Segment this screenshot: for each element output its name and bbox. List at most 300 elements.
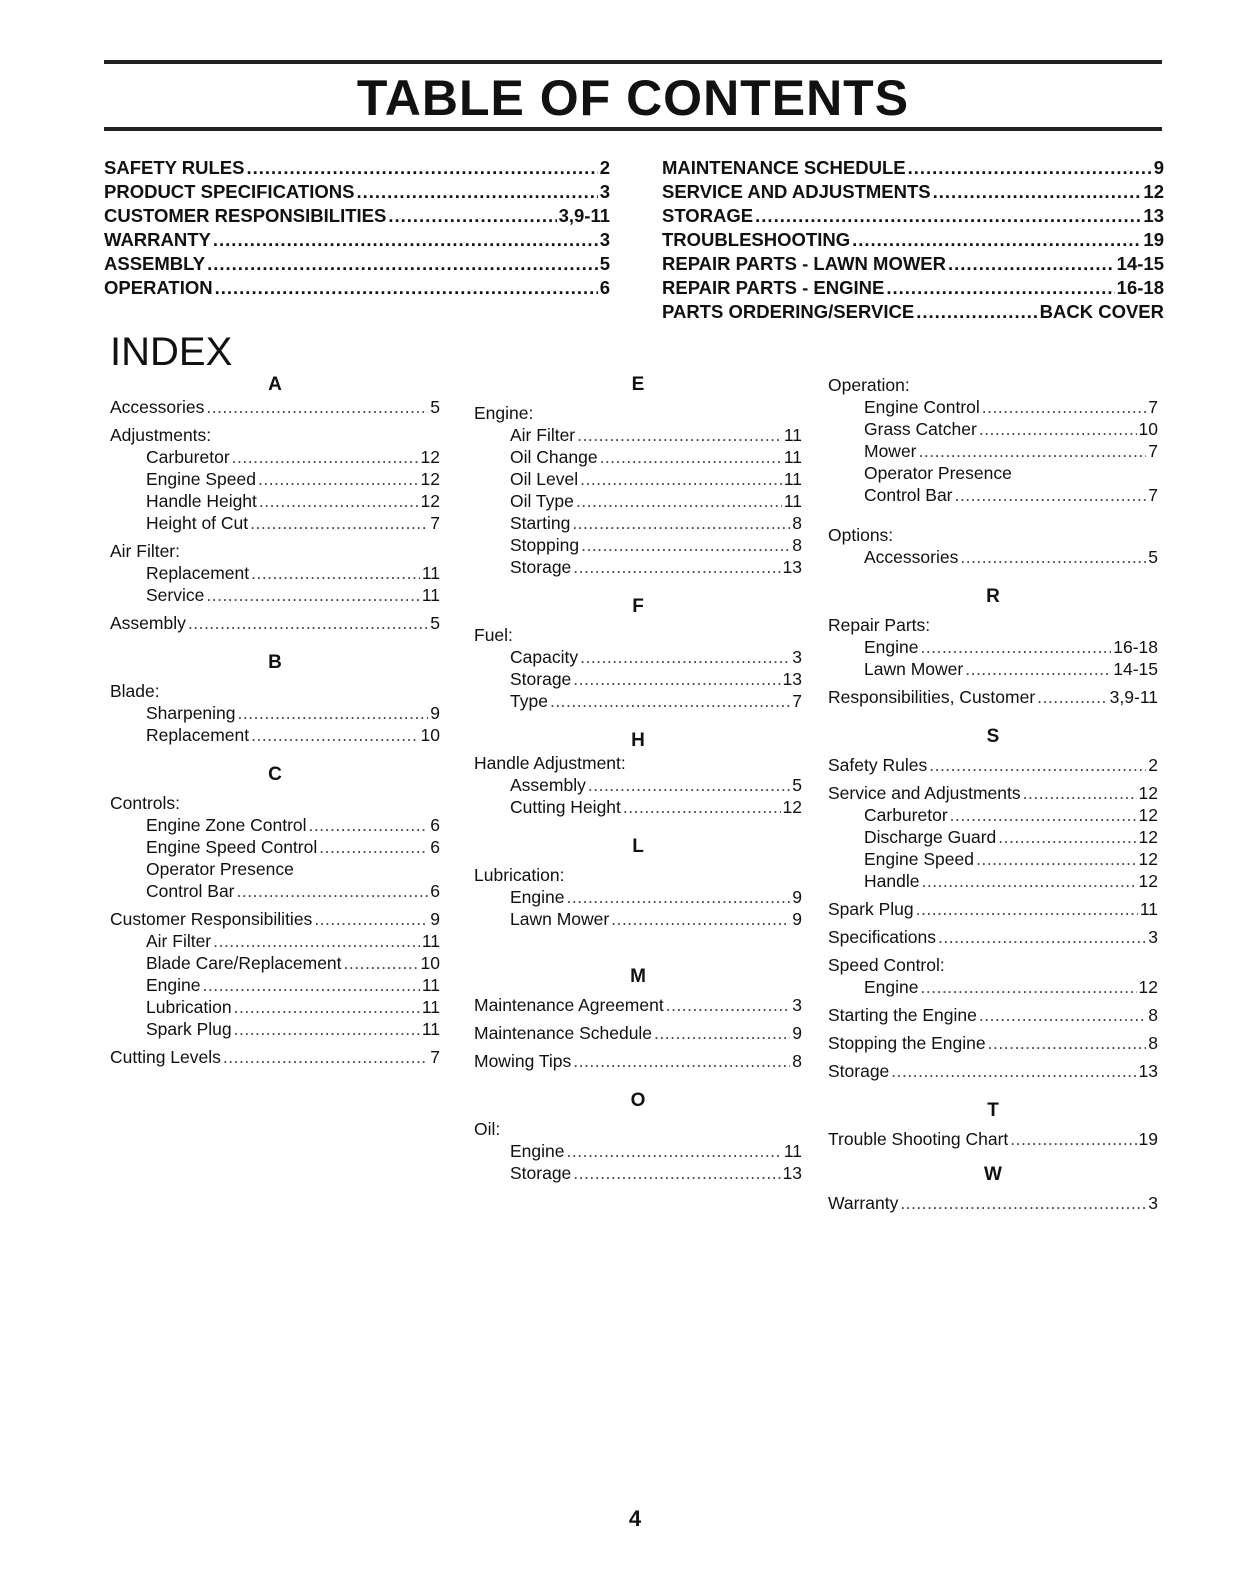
dot-leader (938, 926, 1146, 948)
index-entry (110, 952, 440, 974)
dot-leader (246, 156, 597, 180)
spacer (474, 578, 802, 596)
dot-leader (259, 490, 419, 512)
index-entry (474, 468, 802, 490)
spacer (828, 568, 1158, 586)
index-entry-page: 10 (420, 953, 440, 973)
index-entry (828, 686, 1158, 708)
index-heading: INDEX (110, 330, 233, 374)
index-entry-label: Cutting Levels (110, 1047, 221, 1067)
toc-entry-label: CUSTOMER RESPONSIBILITIES (104, 205, 387, 226)
index-entry (828, 418, 1158, 440)
dot-leader (223, 1046, 428, 1068)
dot-leader (955, 484, 1147, 506)
dot-leader (550, 690, 790, 712)
index-entry-label: Oil Level (510, 469, 579, 489)
index-entry-label: Engine (510, 1141, 565, 1161)
toc-entry-page: 13 (1143, 205, 1164, 226)
dot-leader (982, 396, 1146, 418)
index-entry-page: 5 (430, 613, 440, 633)
toc-entry-page: 5 (599, 253, 610, 274)
toc-entry-label: REPAIR PARTS - LAWN MOWER (662, 253, 946, 274)
index-entry (474, 690, 802, 712)
index-entry (828, 926, 1158, 948)
dot-leader (580, 646, 790, 668)
index-section-letter: C (268, 764, 282, 785)
index-entry-label: Lubrication (146, 997, 232, 1017)
index-entry-label: Spark Plug (146, 1019, 232, 1039)
dot-leader (207, 252, 598, 276)
dot-leader (666, 994, 791, 1016)
dot-leader (238, 702, 429, 724)
dot-leader (250, 512, 428, 534)
dot-leader (232, 446, 419, 468)
dot-leader (1037, 686, 1108, 708)
index-entry-page: 10 (420, 725, 440, 745)
dot-leader (567, 886, 791, 908)
index-entry-label: Stopping (510, 535, 580, 555)
index-entry-label: Carburetor (864, 805, 948, 825)
toc-entry-page: 2 (599, 157, 610, 178)
dot-leader (611, 908, 790, 930)
index-entry-label: Air Filter (146, 931, 212, 951)
index-entry-label: Capacity (510, 647, 579, 667)
index-entry (110, 490, 440, 512)
index-group-label: Options: (828, 525, 894, 545)
index-entry (474, 796, 802, 818)
dot-leader (965, 658, 1111, 680)
index-entry (828, 1128, 1158, 1150)
index-entry (110, 974, 440, 996)
index-entry-label: Service and Adjustments (828, 783, 1021, 803)
index-entry (828, 636, 1158, 658)
toc-entry-label: STORAGE (662, 205, 754, 226)
toc-entry (104, 180, 610, 204)
index-entry-page: 11 (421, 585, 440, 605)
index-group-label: Blade: (110, 681, 160, 701)
index-entry-label: Lawn Mower (510, 909, 610, 929)
index-entry (828, 1192, 1158, 1214)
dot-leader (203, 974, 420, 996)
index-entry-page: 8 (1148, 1033, 1158, 1053)
index-entry-page: 6 (430, 881, 440, 901)
spacer (110, 634, 440, 652)
index-section-letter: F (632, 596, 644, 617)
index-entry-page: 7 (1148, 485, 1158, 505)
index-group-label: Air Filter: (110, 541, 180, 561)
index-entry-page: 11 (1139, 899, 1158, 919)
dot-leader (576, 490, 782, 512)
title-underline-rule (104, 127, 1162, 131)
index-entry-label: Discharge Guard (864, 827, 997, 847)
index-entry (110, 562, 440, 584)
index-entry-label: Maintenance Schedule (474, 1023, 653, 1043)
spacer (474, 948, 802, 966)
toc-right-column (662, 156, 1164, 324)
dot-leader (852, 228, 1141, 252)
dot-leader (573, 1050, 790, 1072)
dot-leader (979, 1004, 1146, 1026)
index-entry-page: 19 (1138, 1129, 1158, 1149)
index-entry-label: Engine (864, 637, 919, 657)
dot-leader (356, 180, 597, 204)
spacer (828, 1082, 1158, 1100)
toc-entry (104, 252, 610, 276)
toc-entry (104, 228, 610, 252)
toc-entry-label: TROUBLESHOOTING (662, 229, 851, 250)
toc-entry-label: MAINTENANCE SCHEDULE (662, 157, 906, 178)
spacer (110, 746, 440, 764)
index-entry-label: Accessories (864, 547, 959, 567)
index-section-letter: O (630, 1090, 646, 1111)
index-entry-label: Height of Cut (146, 513, 249, 533)
index-entry-label: Service (146, 585, 205, 605)
index-entry-page: 6 (430, 815, 440, 835)
index-entry-page: 8 (1148, 1005, 1158, 1025)
index-entry-page: 8 (792, 1051, 802, 1071)
index-entry (474, 908, 802, 930)
index-entry (110, 612, 440, 634)
toc-entry (104, 276, 610, 300)
dot-leader (908, 156, 1152, 180)
dot-leader (314, 908, 428, 930)
index-section-letter: S (986, 726, 1000, 747)
index-entry-page: 11 (783, 491, 802, 511)
index-entry (110, 930, 440, 952)
index-entry-label: Responsibilities, Customer (828, 687, 1036, 707)
toc-entry-page: 16-18 (1116, 277, 1164, 298)
toc-entry (662, 156, 1164, 180)
index-entry (474, 556, 802, 578)
index-entry (828, 898, 1158, 920)
index-entry (828, 848, 1158, 870)
index-entry-label: Engine Speed Control (146, 837, 318, 857)
toc-entry (662, 276, 1164, 300)
index-column-3 (828, 374, 1158, 1214)
toc-entry-page: 9 (1153, 157, 1164, 178)
index-entry-page: 6 (430, 837, 440, 857)
index-entry (828, 1004, 1158, 1026)
index-group-label: Lubrication: (474, 865, 565, 885)
index-entry-page: 11 (783, 425, 802, 445)
index-column-2 (474, 374, 802, 1184)
toc-entry-label: SERVICE AND ADJUSTMENTS (662, 181, 931, 202)
index-group-label: Controls: (110, 793, 181, 813)
index-entry-page: 11 (421, 1019, 440, 1039)
index-entry-page: 7 (430, 513, 440, 533)
index-entry-page: 9 (792, 909, 802, 929)
toc-entry-label: PRODUCT SPECIFICATIONS (104, 181, 355, 202)
index-entry-label: Replacement (146, 725, 250, 745)
index-entry (828, 782, 1158, 804)
index-group-label: Operation: (828, 375, 910, 395)
index-entry-page: 11 (421, 997, 440, 1017)
index-entry (110, 1046, 440, 1068)
toc-entry-page: BACK COVER (1039, 301, 1164, 322)
toc-entry (662, 180, 1164, 204)
index-entry-page: 5 (792, 775, 802, 795)
index-entry-page: 12 (420, 469, 440, 489)
toc-left-column (104, 156, 610, 300)
toc-entry-page: 3,9-11 (558, 205, 610, 226)
index-entry (474, 886, 802, 908)
index-entry (474, 490, 802, 512)
index-entry (474, 1140, 802, 1162)
index-entry-page: 12 (782, 797, 802, 817)
index-group-label: Speed Control: (828, 955, 945, 975)
dot-leader (388, 204, 556, 228)
index-entry (110, 724, 440, 746)
index-entry (828, 658, 1158, 680)
index-entry-label: Replacement (146, 563, 250, 583)
index-entry-page: 12 (420, 447, 440, 467)
dot-leader (567, 1140, 782, 1162)
index-entry-label: Handle Height (146, 491, 257, 511)
index-entry-label: Mowing Tips (474, 1051, 572, 1071)
index-entry-page: 12 (1138, 871, 1158, 891)
dot-leader (215, 276, 598, 300)
index-entry-page: 9 (430, 703, 440, 723)
toc-entry-page: 6 (599, 277, 610, 298)
index-column-1 (110, 374, 440, 1068)
index-entry (828, 976, 1158, 998)
index-section-letter: T (987, 1100, 999, 1121)
dot-leader (213, 228, 598, 252)
index-entry (828, 396, 1158, 418)
dot-leader (900, 1192, 1146, 1214)
dot-leader (309, 814, 429, 836)
index-entry-label: Sharpening (146, 703, 236, 723)
index-entry (110, 702, 440, 724)
index-entry-label: Engine Speed (146, 469, 256, 489)
index-entry-page: 11 (783, 447, 802, 467)
index-entry-page: 11 (783, 1141, 802, 1161)
index-group-label: Handle Adjustment: (474, 753, 626, 773)
dot-leader (1023, 782, 1137, 804)
index-entry (474, 774, 802, 796)
dot-leader (623, 796, 781, 818)
index-entry-label: Engine (510, 887, 565, 907)
index-entry-label: Blade Care/Replacement (146, 953, 342, 973)
toc-title: TABLE OF CONTENTS (356, 70, 910, 126)
dot-leader (886, 276, 1114, 300)
dot-leader (258, 468, 419, 490)
index-entry-page: 2 (1148, 755, 1158, 775)
index-entry-label: Carburetor (146, 447, 230, 467)
dot-leader (588, 774, 790, 796)
index-entry-label: Maintenance Agreement (474, 995, 664, 1015)
dot-leader (891, 1060, 1136, 1082)
index-entry (828, 484, 1158, 506)
index-entry-page: 8 (792, 513, 802, 533)
dot-leader (921, 636, 1112, 658)
toc-entry-page: 19 (1143, 229, 1164, 250)
dot-leader (213, 930, 420, 952)
index-entry-label: Cutting Height (510, 797, 621, 817)
index-entry-label: Engine (864, 977, 919, 997)
dot-leader (319, 836, 428, 858)
index-entry (474, 1050, 802, 1072)
index-entry (110, 880, 440, 902)
index-entry-page: 11 (783, 469, 802, 489)
dot-leader (573, 668, 780, 690)
index-section-letter: H (631, 730, 645, 751)
index-section-letter: W (984, 1164, 1002, 1185)
toc-entry (662, 228, 1164, 252)
toc-entry-page: 3 (599, 181, 610, 202)
index-entry-page: 12 (1138, 827, 1158, 847)
index-entry (110, 396, 440, 418)
dot-leader (344, 952, 419, 974)
index-entry-page: 7 (1148, 441, 1158, 461)
dot-leader (948, 252, 1115, 276)
index-entry-label: Oil Type (510, 491, 574, 511)
dot-leader (573, 1162, 780, 1184)
dot-leader (976, 848, 1137, 870)
index-entry-page: 13 (1138, 1061, 1158, 1081)
index-section-letter: M (630, 966, 646, 987)
index-entry (474, 424, 802, 446)
dot-leader (921, 870, 1136, 892)
index-entry (110, 512, 440, 534)
dot-leader (960, 546, 1146, 568)
dot-leader (950, 804, 1137, 826)
index-entry-page: 7 (430, 1047, 440, 1067)
dot-leader (206, 396, 428, 418)
index-entry-page: 9 (430, 909, 440, 929)
index-entry-page: 3 (1148, 927, 1158, 947)
index-entry-label: Assembly (110, 613, 186, 633)
spacer (474, 712, 802, 730)
dot-leader (600, 446, 782, 468)
toc-entry (662, 252, 1164, 276)
index-entry (474, 994, 802, 1016)
index-group-label: Oil: (474, 1119, 501, 1139)
dot-leader (237, 880, 429, 902)
index-entry (828, 870, 1158, 892)
dot-leader (998, 826, 1136, 848)
dot-leader (921, 976, 1137, 998)
toc-entry-page: 12 (1143, 181, 1164, 202)
index-section-letter: E (631, 374, 645, 395)
index-entry-page: 13 (782, 669, 802, 689)
index-section-letter: L (632, 836, 644, 857)
index-entry-label: Spark Plug (828, 899, 914, 919)
top-rule (104, 60, 1162, 64)
spacer (474, 818, 802, 836)
index-entry-label: Mower (864, 441, 917, 461)
index-entry-page: 12 (1138, 783, 1158, 803)
spacer (474, 930, 802, 948)
dot-leader (979, 418, 1137, 440)
index-group-label: Adjustments: (110, 425, 212, 445)
index-entry (110, 908, 440, 930)
index-entry-page: 5 (1148, 547, 1158, 567)
index-group-label: Operator Presence (146, 859, 294, 879)
index-group-label: Repair Parts: (828, 615, 931, 635)
dot-leader (251, 562, 420, 584)
index-entry-page: 9 (792, 887, 802, 907)
dot-leader (933, 180, 1142, 204)
index-entry-label: Engine Control (864, 397, 980, 417)
dot-leader (988, 1032, 1147, 1054)
index-entry-label: Stopping the Engine (828, 1033, 986, 1053)
index-entry-page: 13 (782, 1163, 802, 1183)
dot-leader (580, 468, 782, 490)
index-entry (474, 446, 802, 468)
dot-leader (206, 584, 419, 606)
index-entry-label: Assembly (510, 775, 586, 795)
index-entry-label: Storage (510, 1163, 572, 1183)
dot-leader (654, 1022, 790, 1044)
index-entry-page: 11 (421, 563, 440, 583)
toc-entry-label: REPAIR PARTS - ENGINE (662, 277, 885, 298)
spacer (828, 1150, 1158, 1164)
toc-entry (104, 204, 610, 228)
index-entry (828, 804, 1158, 826)
index-entry (110, 446, 440, 468)
index-entry (474, 1162, 802, 1184)
index-entry (474, 534, 802, 556)
index-entry-label: Engine Zone Control (146, 815, 307, 835)
spacer (828, 708, 1158, 726)
toc-entry-label: SAFETY RULES (104, 157, 245, 178)
index-entry-page: 8 (792, 535, 802, 555)
index-entry (110, 836, 440, 858)
index-entry (110, 468, 440, 490)
index-entry-page: 12 (1138, 805, 1158, 825)
toc-entry-page: 3 (599, 229, 610, 250)
index-entry (828, 1032, 1158, 1054)
index-entry (828, 754, 1158, 776)
dot-leader (1010, 1128, 1136, 1150)
dot-leader (929, 754, 1146, 776)
index-entry-label: Lawn Mower (864, 659, 964, 679)
index-entry-label: Starting the Engine (828, 1005, 977, 1025)
index-entry (474, 646, 802, 668)
spacer (828, 506, 1158, 524)
dot-leader (581, 534, 790, 556)
index-entry (474, 668, 802, 690)
index-entry-label: Air Filter (510, 425, 576, 445)
spacer (474, 1072, 802, 1090)
index-entry-page: 11 (421, 931, 440, 951)
index-entry-label: Storage (510, 557, 572, 577)
toc-entry (662, 204, 1164, 228)
index-entry (110, 1018, 440, 1040)
index-entry (474, 512, 802, 534)
index-entry-label: Storage (828, 1061, 890, 1081)
dot-leader (577, 424, 782, 446)
index-entry-label: Warranty (828, 1193, 899, 1213)
index-entry-label: Customer Responsibilities (110, 909, 313, 929)
index-entry-page: 3,9-11 (1109, 687, 1158, 707)
index-entry-label: Control Bar (864, 485, 953, 505)
dot-leader (573, 556, 780, 578)
index-entry-label: Handle (864, 871, 920, 891)
index-group-label: Fuel: (474, 625, 513, 645)
dot-leader (234, 996, 420, 1018)
dot-leader (188, 612, 428, 634)
toc-entry (662, 300, 1164, 324)
index-entry-label: Control Bar (146, 881, 235, 901)
index-entry-page: 12 (420, 491, 440, 511)
dot-leader (234, 1018, 420, 1040)
index-entry-label: Engine Speed (864, 849, 974, 869)
index-entry (110, 584, 440, 606)
toc-entry-label: OPERATION (104, 277, 213, 298)
index-entry-label: Type (510, 691, 548, 711)
